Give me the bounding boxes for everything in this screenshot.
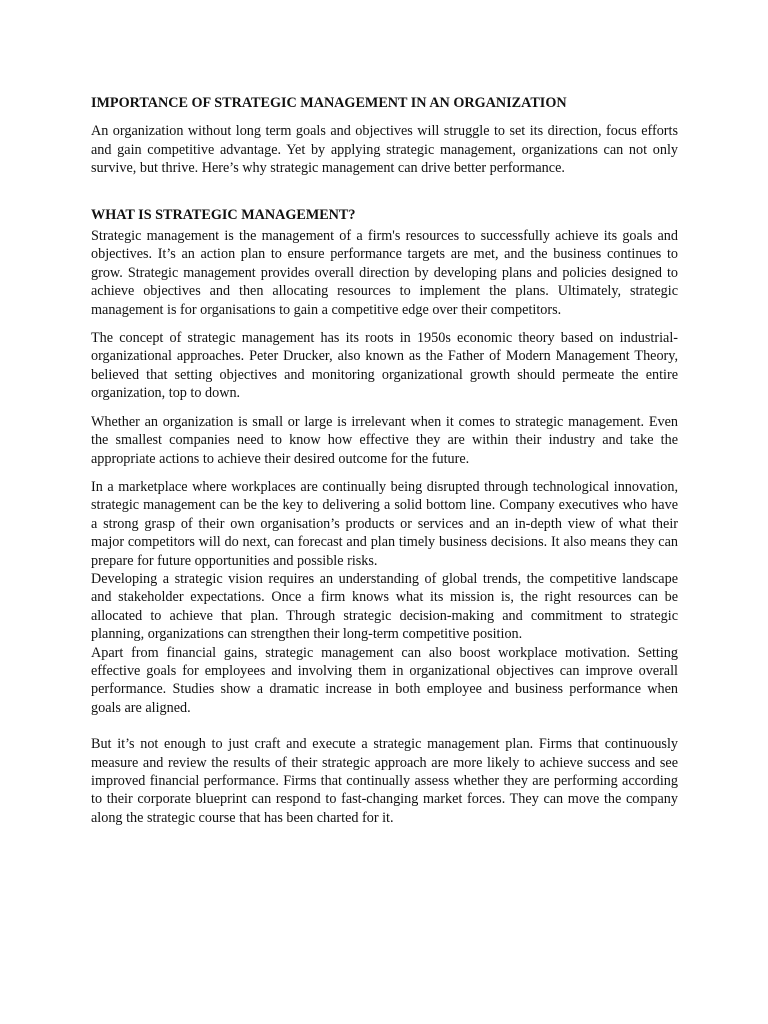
intro-paragraph: An organization without long term goals and objectives will struggle to set its direction, focus efforts and gain competitive advantage. Yet by applying strategic management, organizations can not only survive, but thrive. Here’s why strategic management can drive better performance. bbox=[91, 123, 678, 177]
paragraph-history: The concept of strategic management has its roots in 1950s economic theory based on industrial-organizational approaches. Peter Drucker, also known as the Father of Modern Management Theory, believed that setting objectives and monitoring organizational growth should permeate the entire organization, top to down. bbox=[91, 330, 678, 402]
paragraph-vision: Developing a strategic vision requires an understanding of global trends, the competitive landscape and stakeholder expectations. Once a firm knows what its mission is, the right resources can be allocated to achieve that plan. Through strategic decision-making and commitment to strategic planning, organizations can strengthen their long-term competitive position. bbox=[91, 570, 678, 643]
paragraph-measure: But it’s not enough to just craft and execute a strategic management plan. Firms that continuously measure and review the results of their strategic approach are more likely to achieve success and see improved financial performance. Firms that continually assess whether they are performing according to their corporate blueprint can respond to fast-changing market forces. They can move the company along the strategic course that has been charted for it. bbox=[91, 736, 678, 826]
paragraph-marketplace: In a marketplace where workplaces are continually being disrupted through technological innovation, strategic management can be the key to delivering a solid bottom line. Company executives who have a strong grasp of their own organisation’s products or services and an in-depth view of what their major competitors will do next, can forecast and plan timely business decisions. It also means they can prepare for future opportunities and possible risks. bbox=[91, 478, 678, 569]
paragraph-motivation: Apart from financial gains, strategic management can also boost workplace motivation. Setting effective goals for employees and involving them in organizational objectives can improve overall performance. Studies show a dramatic increase in both employee and business performance when goals are aligned. bbox=[91, 644, 678, 716]
document-page bbox=[91, 94, 678, 827]
paragraph-size: Whether an organization is small or large is irrelevant when it comes to strategic management. Even the smallest companies need to know how effective they are within their industry and take the appropriate actions to achieve their desired outcome for the future. bbox=[91, 413, 678, 467]
section-heading: WHAT IS STRATEGIC MANAGEMENT? bbox=[91, 206, 356, 223]
document-title: IMPORTANCE OF STRATEGIC MANAGEMENT IN AN ORGANIZATION bbox=[91, 95, 567, 111]
paragraph-definition: Strategic management is the management of a firm's resources to successfully achieve its goals and objectives. It’s an action plan to ensure performance targets are met, and the business continues to grow. Strategic management provides overall direction by developing plans and policies designed to achieve objectives and then allocating resources to implement the plans. Ultimately, strategic management is for organisations to gain a competitive edge over their competitors. bbox=[91, 228, 678, 318]
